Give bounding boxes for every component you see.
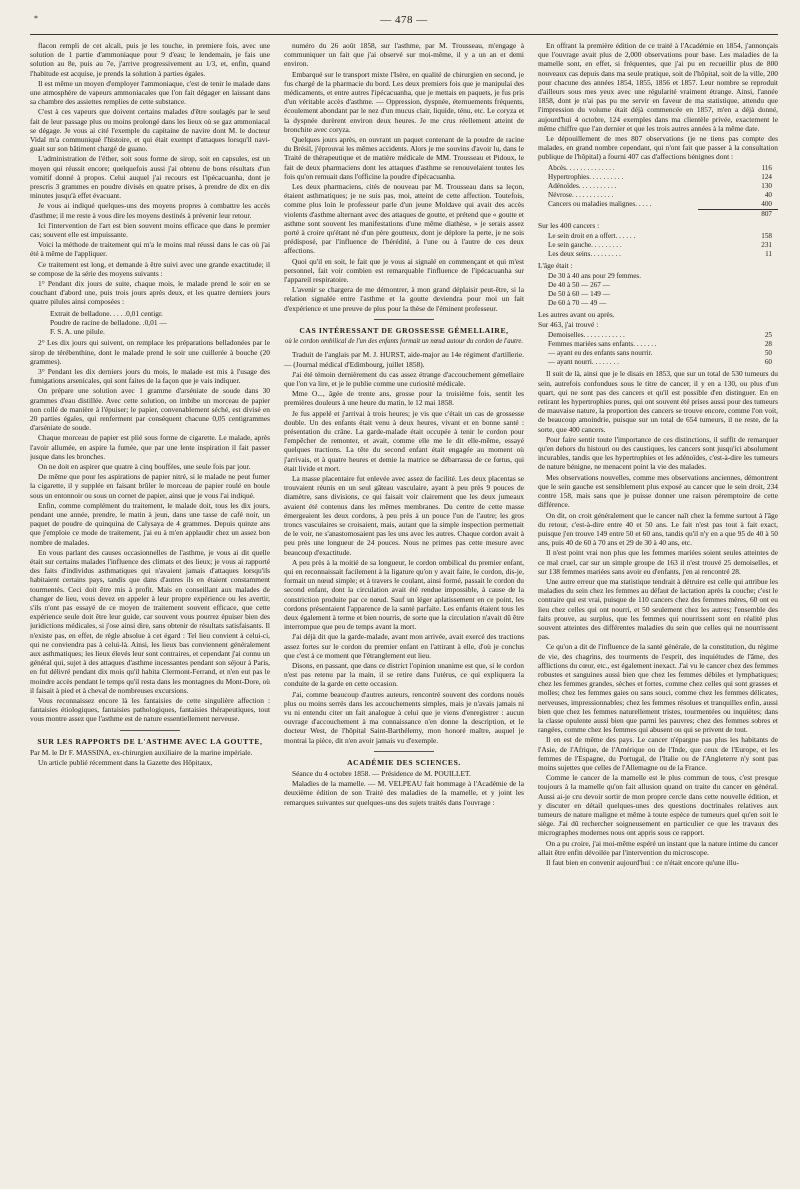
col2-paras-paragraph: Embarqué sur le transport mixte l'Isère, en qualité de chirurgien en second, je fus chargé de la pharmacie du bord. Les deux premiers fois que je manipulai des médicaments, et entre autres l'ipécacuanha, que je mettais en paquets, je fus pris d'un véritable accès d'asthme. — Oppression, dyspnée, éternuements fréquents, écoulement abondant par le nez d'un mucus clair, liquide, ténu, etc. Le coryza et la dyspnée durèrent environ deux heures. Je me crus réellement atteint de bronchite avec coryza. [284, 69, 524, 134]
col1-paras-paragraph: 1° Pendant dix jours de suite, chaque mois, le malade prend le soir en se couchant d'abord une, puis trois jours après deux, et les quatre derniers jours quatre pilules ainsi composées : [30, 279, 270, 307]
col2-paras2-paragraph: J'ai déjà dit que la garde-malade, avant mon arrivée, avait exercé des tractions assez fortes sur le cordon du premier enfant en l'attirant à elle, d'où je conclus que c'est à ce moment que l'étranglement eut lieu. [284, 632, 524, 660]
cases-label: Adénoïdes. . . . . . . . . . . [548, 181, 617, 190]
age-row: De 60 à 70 — 49 — [548, 299, 607, 308]
status-label: — ayant eu des enfants sans nourrir. [548, 349, 653, 358]
cases-label: Cancers ou maladies malignes. . . . . [548, 199, 652, 208]
formula-label: Poudre de racine de belladone. . [50, 317, 145, 327]
section-divider [374, 319, 434, 320]
col2-paras-paragraph: Les deux pharmaciens, cités de nouveau par M. Trousseau dans sa leçon, étaient asthmatiques; je ne suis pas, moi, atteint de cette affection. Toutefois, comme plus loin le professeur parle d'un jeune Moldave qui avait des accès violents d'asthme alternant avec des attaques de goutte, et prétend que « goutte et asthme sont souvent les manifestations d'une même diathèse, » je serais assez porté à croire qu'étant né d'un père goutteux, dont je déplore la perte, je ne sois prédisposé, par l'influence de l'hérédité, à l'une ou à l'autre de ces deux affections. [284, 182, 524, 256]
age-intro: L'âge était : [538, 260, 573, 270]
cases-row [548, 164, 778, 173]
col1-paras-paragraph: Ici l'intervention de l'art est bien souvent moins efficace que dans le premier cas; souvent elle est impuissante. [30, 220, 270, 240]
cancer-side-row [548, 250, 778, 259]
col1-paras2-paragraph: On prépare une solution avec 1 gramme d'arséniate de soude dans 30 grammes d'eau distillée. Avec cette solution, on imbibe un morceau de papier non collé de manière à l'épuiser; le papier, convenablement séché, est divisé en 20 parties égales, qui renferment par conséquent chacune 0,05 centigrammes d'arséniate de soude. [30, 386, 270, 433]
cancer-side-label: Les deux seins. . . . . . . . . [548, 249, 621, 258]
cases-label: Névrose. . . . . . . . . . . . [548, 190, 614, 199]
col1-paras2-paragraph: En vous parlant des causes occasionnelles de l'asthme, je vous ai dit quelle était sur certains malades l'influence des climats et des lieux; je vous ai rapporté des faits d'individus asthmatiques qui n'avaient jamais d'attaques lorsqu'ils habitaient certains pays, tandis que dans d'autres ils en étaient constamment tourmentés. Ceci doit être mis à profit. Mais en conseillant aux malades de changer de lieu, vous devez en appeler à leur propre expérience ou les avertir, s'ils n'ont pas essayé de ce moyen de traitement souvent efficace, que cette expérience seule doit être leur guide, car souvent vous pourrez épuiser bien des juridictions médicales, si j'ose ainsi dire, sans obtenir de résultats satisfaisants. Il n'existe pas, en effet, de règle absolue à cet égard : Tel lieu convient à celui-ci, qui ne conviendra pas à celui-là. Ainsi, les lieux bas conviennent généralement aux asthmatiques; les lieux élevés leur sont contraires, et cependant j'ai connu un général qui, sujet à des attaques d'asthme incessantes pendant son séjour à Paris, en fut délivré pendant dix mois qu'il habita Clermont-Ferrand, et n'en eut pas le moindre accès pendant le temps qu'il resta dans les montagnes du Mont-Dore, où il faisait à pied et à cheval de nombreuses excursions. [30, 547, 270, 695]
col3-paras-paragraph: En offrant la première édition de ce traité à l'Académie en 1854, j'annonçais que l'ouvrage avait plus de 2,000 observations pour base. Les maladies de la mamelle sont, en effet, si fréquentes, que j'ai pu en recueillir plus de 800 nouveaux cas depuis dans ma seule pratique, soit de l'hôpital, soit de la ville, 200 pour chacune des années 1854, 1855, 1856 et 1857. Leur nombre se reproduit d'ailleurs sous mes yeux avec une régularité vraiment étrange. Ainsi, l'année 1858, dont je n'ai pas pu me servir en faveur de ma statistique, attendu que l'impression du volume était déjà commencée en 1857, m'en a déjà donné, aujourd'hui 4 octobre, 124 exemples dans ma clientèle privée, exactement le même chiffre que l'an dernier et que les trois autres années à la même date. [538, 41, 778, 133]
status-value: 28 [764, 340, 772, 349]
cancer-side-value: 231 [761, 240, 772, 249]
status-label: Demoiselles. . . . . . . . . . . . [548, 331, 625, 340]
academy-title: ACADÉMIE DES SCIENCES. [347, 757, 461, 767]
age-row: De 40 à 50 — 267 — [548, 281, 610, 290]
age-row: De 30 à 40 ans pour 29 femmes. [548, 272, 642, 281]
asthma-gout-author: Par M. le Dr F. MASSINA, ex-chirurgien auxiliaire de la marine impériale. [30, 747, 253, 757]
col1-paras2-paragraph: On ne doit en aspirer que quatre à cinq bouffées, une seule fois par jour. [38, 461, 251, 471]
column-1 [30, 41, 270, 1181]
col1-paras3-paragraph: Un article publié récemment dans la Gazette des Hôpitaux, [38, 758, 213, 768]
column-2 [284, 41, 524, 1181]
col3-paras2-paragraph: Il faut bien en convenir aujourd'hui : ce n'était encore qu'une illu- [546, 858, 740, 868]
col3-paras2-paragraph: Comme le cancer de la mamelle est le plus commun de tous, c'est presque toujours à la mamelle qu'on fait allusion quand on traite du cancer en général. Aussi ai-je cru devoir sortir de mon propre cercle dans cette nouvelle édition, et y discuter en détail quelques-unes des questions doctrinales relatives aux tumeurs de nature maligne et même à toute espèce de tumeurs quel qu'en soit le siège. J'ai dû rechercher soigneusement en particulier ce que les travaux des micrographes modernes nous ont appris sous ce rapport. [538, 773, 778, 838]
col2-paras2-paragraph: J'ai été témoin dernièrement du cas assez étrange d'accouchement gémellaire que l'on va lire, et je le publie comme une curiosité médicale. [284, 369, 524, 388]
col3-paras2-paragraph: Il n'est point vrai non plus que les femmes mariées soient seules atteintes de ce mal cruel, car sur un simple groupe de 163 il n'est trouvé 25 demoiselles, et sur 138 femmes mariées sans avoir eu d'enfants, j'en ai rencontré 28. [538, 548, 778, 576]
col1-paras-paragraph: Ce traitement est long, et demande à être suivi avec une grande exactitude; il se compose de la série des moyens suivants : [30, 259, 270, 278]
status-label: Femmes mariées sans enfants. . . . . . . [548, 340, 657, 349]
status-label: — ayant nourri. . . . . . . . [548, 358, 619, 367]
col3-paras2-paragraph: Ce qu'on a dit de l'influence de la santé générale, de la constitution, du régime de vie, des chagrins, des tourments de l'esprit, des inquiétudes de l'âme, des afflictions du cœur, etc., est également inexact. J'ai vu le cancer chez des femmes robustes et sanguines aussi bien que chez les femmes débiles et lymphatiques; chez les femmes grandes, sèches et fortes, comme chez celles qui sont grasses et molles; chez les femmes gaies ou sans souci, comme chez les femmes délicates, nerveuses, impressionnables; chez les femmes résolues et tranquilles enfin, aussi bien que chez les femmes naturellement tristes, tourmentées ou inquiètes; dans la classe opulente aussi bien que parmi les pauvres; chez des femmes sobres et rangées, comme chez les femmes qui abusent ou qui se privent de tout. [538, 642, 778, 735]
col2-paras2-paragraph: La masse placentaire fut enlevée avec assez de facilité. Les deux placentas se trouvaient réunis en un seul gâteau vasculaire, ayant à peu près 9 pouces de diamètre, sans divisions, ce qui faisait voir clairement que les deux jumeaux avaient été contenus dans les mêmes membranes. Du centre de cette masse émergeaient les deux cordons, à peu près à un pouce l'un de l'autre; les gros troncs vasculaires se croisaient, mais, autant que la simple inspection permettait de le voir, ne s'anastomosaient pas les uns avec les autres. Chaque cordon avait à peu près une longueur de 24 pouces. Nous ne primes pas cette mesure avec beaucoup d'exactitude. [284, 473, 524, 557]
col2-paras3-paragraph: Maladies de la mamelle. — M. VELPEAU fait hommage à l'Académie de la deuxième édition de son Traité des maladies de la mamelle, et y joint les remarques suivantes sur quelques-uns des sujets traités dans l'ouvrage : [284, 779, 524, 807]
status-row [548, 331, 778, 340]
col3-paras2-paragraph: Il suit de là, ainsi que je le disais en 1853, que sur un total de 530 tumeurs du sein, autrefois confondues sous le titre de cancer, il y en a 130, ou plus d'un quart, qui ne sont pas des cancers et qu'il est possible d'en distinguer. En en retirant les hypertrophies pures, qui ont souvent été prises aussi pour des tumeurs de mauvaise nature, la proportion des cancers se trouve encore, comme l'on voit, de beaucoup amoindrie, puisque sur un total de 654 tumeurs, il ne reste, de la sorte, que 400 cancers. [538, 369, 778, 434]
cases-list [548, 164, 778, 219]
formula-tail: F. S. A. une pilule. [50, 327, 105, 337]
col1-paras-paragraph: C'est à ces vapeurs que doivent certains malades d'être soulagés par le seul fait de leur passage plus ou moins prolongé dans les lieux où se gaz ammoniacal se dégage. Je vous ai cité l'exemple du capitaine de navire dont M. le docteur Vidal m'a communiqué l'histoire, et qui était exempt d'attaques lorsqu'il naviguait sur son bâtiment chargé de guano. [30, 107, 270, 154]
section-divider [120, 730, 180, 731]
col2-paras2-paragraph: J'ai, comme beaucoup d'autres auteurs, rencontré souvent des cordons noués plus ou moins serrés dans les accouchements simples, mais je n'avais jamais ni vu ni entendu citer un fait analogue à celui que je viens d'enregistrer : aucun ouvrage d'accouchement à ma connaissance n'en donne la description, et le docteur West, de l'hôpital Saint-Barthélemy, mon honoré maître, auquel je montrai la pièce, dit n'en avoir jamais vu d'exemple. [284, 689, 524, 745]
col3-paras2-paragraph: Pour faire sentir toute l'importance de ces distinctions, il suffit de remarquer qu'en dehors du histouri ou des caustiques, les cancers sont jusqu'ici absolument incurables, tandis que les hypertrophies et les adénoïdes, c'est-à-dire les tumeurs de nature bénigne, ne menacent point la vie des malades. [538, 434, 778, 472]
twin-pregnancy-title: CAS INTÉRESSANT DE GROSSESSE GÉMELLAIRE, [299, 325, 509, 335]
formula [50, 309, 270, 337]
status-value: 50 [764, 349, 772, 358]
column-3 [538, 41, 778, 1181]
col1-paras-paragraph: Il est même un moyen d'employer l'ammoniaque, c'est de tenir le malade dans une atmosphère de vapeurs ammoniacales que l'on fait dégager en laissant dans sa chambre des assiettes remplies de cette substance. [30, 78, 270, 107]
formula-value: 0,01 — [144, 317, 167, 327]
col2-paras2-paragraph: Mme O..., âgée de trente ans, grosse pour la troisième fois, sentit les premières douleurs à une heure du matin, le 12 mai 1858. [284, 389, 524, 408]
others-note-2: Sur 463, j'ai trouvé : [538, 320, 599, 330]
age-list [548, 272, 778, 308]
col1-paras2-paragraph: Enfin, comme complément du traitement, le malade doit, tous les dix jours, pendant une année, prendre, le matin à jeun, dans une tasse de café noir, un paquet de poudre de quinquina de Calysaya de 4 grammes. Depuis quinze ans que j'emploie ce mode de traitement, j'ai eu à m'en applaudir chez un assez bon nombre de malades. [30, 500, 270, 547]
cancer-side-value: 11 [765, 249, 772, 258]
status-row [548, 358, 778, 367]
cases-value: 40 [764, 190, 772, 199]
page-header [30, 12, 778, 32]
col3-paras2-paragraph: On dit, on croit généralement que le cancer naît chez la femme surtout à l'âge du retour, c'est-à-dire entre 40 et 50 ans. Le fait n'est pas tout à fait exact, puisque j'en trouve 149 entre 50 et 60 ans, tandis qu'il n'y en a que 95 de 40 à 50 ans, puis 40 de 60 à 70 ans et 29 de 30 à 40 ans, etc. [538, 510, 778, 548]
page-number: — 478 — [380, 14, 428, 26]
columns [30, 41, 778, 1181]
col1-paras2-paragraph: 2° Les dix jours qui suivent, on remplace les préparations belladonées par le sirop de térébenthine, dont le malade prend le soir une cuillerée à bouche (20 grammes). [30, 338, 270, 366]
col3-paras2-paragraph: Une autre erreur que ma statistique tendrait à détruire est celle qui attribue les maladies du sein chez les femmes au défaut de lactation après la couche; c'est le contraire qui est vrai, puisque de 110 cancers chez des femmes mères, 60 ont eu lieu chez celles qui ont nourri, et 50 seulement chez les autres; l'ensemble des faits prouve, au surplus, que les femmes qui nourrissent sont en réalité plus souvent atteintes des différentes maladies du sein que celles qui ne nourrissent pas. [538, 576, 778, 642]
cases-total: 807 [698, 209, 778, 219]
formula-row [50, 318, 270, 327]
others-note: Les autres avant ou après. [538, 310, 615, 320]
section-divider [374, 751, 434, 752]
formula-row [50, 309, 270, 318]
cancer-side-row [548, 241, 778, 250]
col2-paras-paragraph: Quoi qu'il en soit, le fait que je vous ai signalé en commençant et qui m'est personnel, fait voir combien est remarquable l'influence de l'ipécacuanha sur l'appareil respiratoire. [284, 256, 524, 285]
status-row [548, 340, 778, 349]
col3-paras2-paragraph: Mes observations nouvelles, comme mes observations anciennes, démontrent que le sein gauche est sensiblement plus exposé au cancer que le sein droit, 234 contre 158, mais sans que je puisse donner une raison péremptoire de cette différence. [538, 472, 778, 510]
col1-paras-paragraph: Je vous ai indiqué quelques-uns des moyens propres à combattre les accès d'asthme; il me reste à vous dire les moyens destinés à prévenir leur retour. [30, 201, 270, 220]
col1-paras-paragraph: L'administration de l'éther, soit sous forme de sirop, soit en capsules, est un moyen qui réussit encore; quelquefois aussi j'ai obtenu de bons résultats d'un vomitif donné à propos. Celui auquel j'ai recours est l'ipécacuanha, dont je prescris 3 grammes en poudre divisés en quatre prises, à prendre de dix en dix minutes jusqu'à effet évacuant. [30, 154, 270, 201]
col2-paras2-paragraph: Disons, en passant, que dans ce district l'opinion unanime est que, si le cordon n'est pas retenu par la main, il se retire dans l'utérus, ce qui expliquera la conduite de la garde en cette occasion. [284, 661, 524, 689]
formula-value: 0,01 centigr. [126, 308, 163, 318]
col2-paras-paragraph: L'avenir se chargera de me démontrer, à mon grand déplaisir peut-être, si la relation signalée entre l'asthme et la goutte deviendra pour moi un fait d'expérience et une preuve de plus pour la thèse de l'éminent professeur. [284, 285, 524, 313]
cases-row [548, 191, 778, 200]
status-value: 25 [764, 331, 772, 340]
cancer-side-label: Le sein droit en a offert. . . . . . [548, 231, 636, 240]
col1-paras2-paragraph: De même que pour les aspirations de papier nitré, si le malade ne peut fumer la cigarette, il y supplée en faisant brûler le morceau de papier roulé en boule sous un entonnoir ou sous un cornet de papier, ainsi que je vous l'ai indiqué. [30, 472, 270, 500]
col1-paras-paragraph: flacon rempli de cet alcali, puis je les touche, in premiere fois, avec une solution de 1 partie d'ammoniaque pour 9 d'eau; le lendemain, je fais une solution au 8e, puis au 7e, j'arrive progressivement au 1/3, et, enfin, quand l'habitude est acquise, je prends la solution à parties égales. [30, 41, 270, 78]
col2-paras-paragraph: Quelques jours après, en ouvrant un paquet contenant de la poudre de racine du Brésil, j'éprouvai les mêmes accidents. Alors je me souvins d'avoir lu, dans le Traité de thérapeutique et de matière médicale de MM. Trousseau et Pidoux, le fait de deux pharmaciens dont les attaques d'asthme se renouvelaient toutes les fois qu'on remuait dans l'officine la poudre d'ipécacuanha. [284, 135, 524, 181]
cases-value: 116 [761, 163, 772, 172]
cancer-side-list [548, 232, 778, 259]
col3-paras-paragraph: Le dépouillement de mes 807 observations (je ne tiens pas compte des malades, en grand nombre cependant, qui n'ont fait que passer à la consultation publique de l'hôpital) a fourni 407 cas d'affections bénignes dont : [538, 134, 778, 162]
col1-paras2-paragraph: Vous reconnaissez encore là les fantaisies de cette singulière affection : fantaisies étiologiques, fantaisies pathologiques, fantaisies thérapeutiques, tout vous montre assez que l'asthme est de nature essentiellement nerveuse. [30, 696, 270, 724]
twin-pregnancy-source: Traduit de l'anglais par M. J. HURST, aide-major au 14e régiment d'artillerie. — (Journal médical d'Edimbourg, juillet 1858). [284, 350, 524, 369]
page-marker: * [34, 14, 38, 23]
cases-row [548, 200, 778, 209]
col1-paras2-paragraph: Chaque morceau de papier est plié sous forme de cigarette. Le malade, après l'avoir allumée, en aspire la fumée, que par une lente inspiration il fait passer jusque dans les bronches. [30, 433, 270, 461]
col2-paras-paragraph: numéro du 26 août 1858, sur l'asthme, par M. Trousseau, m'engage à communiquer un fait que j'ai observé sur moi-même, il y a un an et demi environ. [284, 41, 524, 69]
cancer-side-label: Le sein gauche. . . . . . . . . [548, 240, 622, 249]
age-row: De 50 à 60 — 149 — [548, 290, 610, 299]
cases-row [548, 173, 778, 182]
status-list [548, 331, 778, 367]
asthma-gout-title: SUR LES RAPPORTS DE L'ASTHME AVEC LA GOUTTE, [37, 736, 263, 746]
cases-value: 400 [761, 199, 772, 208]
col3-paras2-paragraph: Il en est de même des pays. Le cancer n'épargne pas plus les habitants de l'Asie, de l'Afrique, de l'Amérique ou de l'Inde, que ceux de l'Europe, et les femmes de l'Espagne, du Portugal, de l'Italie ou de l'Angleterre n'y sont pas moins sujettes que celles de l'Allemagne ou de la France. [538, 735, 778, 772]
cancer-intro: Sur les 400 cancers : [538, 220, 600, 230]
academy-session: Séance du 4 octobre 1858. — Présidence de M. POUILLET. [292, 769, 471, 779]
col1-paras2-paragraph: 3° Pendant les dix derniers jours du mois, le malade est mis à l'usage des fumigations arsenicales, qui sont faites de la façon que je vais indiquer. [30, 366, 270, 386]
cases-row [548, 182, 778, 191]
col2-paras2-paragraph: Je fus appelé et j'arrivai à trois heures; je vis que c'était un cas de grossesse double. Un des enfants était venu à deux heures, vivant et en bonne santé : présentation du crâne. La garde-malade était occupée à tenir le cordon pour l'empêcher de remonter, et avait, comme elle me le dit elle-même, essayé quelques tractions. La tête du second enfant était engagée au moment où j'arrivais, et à quatre heures et demie la matrice se débarrassa de ce fœtus, qui était livide et mort. [284, 408, 524, 473]
col3-paras2-paragraph: On a pu croire, j'ai moi-même espéré un instant que la nature intime du cancer allait être enfin dévoilée par l'intervention du microscope. [538, 838, 778, 857]
formula-label: Extrait de belladone. . . . . [50, 308, 127, 318]
col1-paras-paragraph: Voici la méthode de traitement qui m'a le moins mal réussi dans le cas où j'ai été à même de l'appliquer. [30, 240, 270, 259]
col2-paras2-paragraph: A peu près à la moitié de sa longueur, le cordon ombilical du premier enfant, qui en reconnaissait facilement à la ligature qu'on y avait faite, le cordon, dis-je, formait un nœud simple; et à travers le coulant, ainsi formé, passait le cordon du second enfant, dont la circulation avait été rendue impossible, à cause de la constriction produite par ce nœud. Sauf un léger aplatissement en ce point, les cordons présentaient l'apparence de la santé parfaite. Les enfants étaient tous les deux également à terme et bien nourris, de sorte que la circulation n'avait dû être interrompue que peu de temps avant la mort. [284, 557, 524, 632]
status-row [548, 349, 778, 358]
cases-value: 130 [761, 181, 772, 190]
twin-pregnancy-subtitle: où le cordon ombilical de l'un des enfants formait un nœud autour du cordon de l'autre. [284, 338, 524, 346]
status-value: 60 [764, 358, 772, 367]
cancer-side-row [548, 232, 778, 241]
cases-label: Hypertrophies. . . . . . . . . . [548, 172, 624, 181]
cancer-side-value: 158 [761, 231, 772, 240]
header-rule [30, 34, 778, 35]
cases-label: Abcès. . . . . . . . . . . . . . [548, 163, 615, 172]
cases-value: 124 [761, 172, 772, 181]
